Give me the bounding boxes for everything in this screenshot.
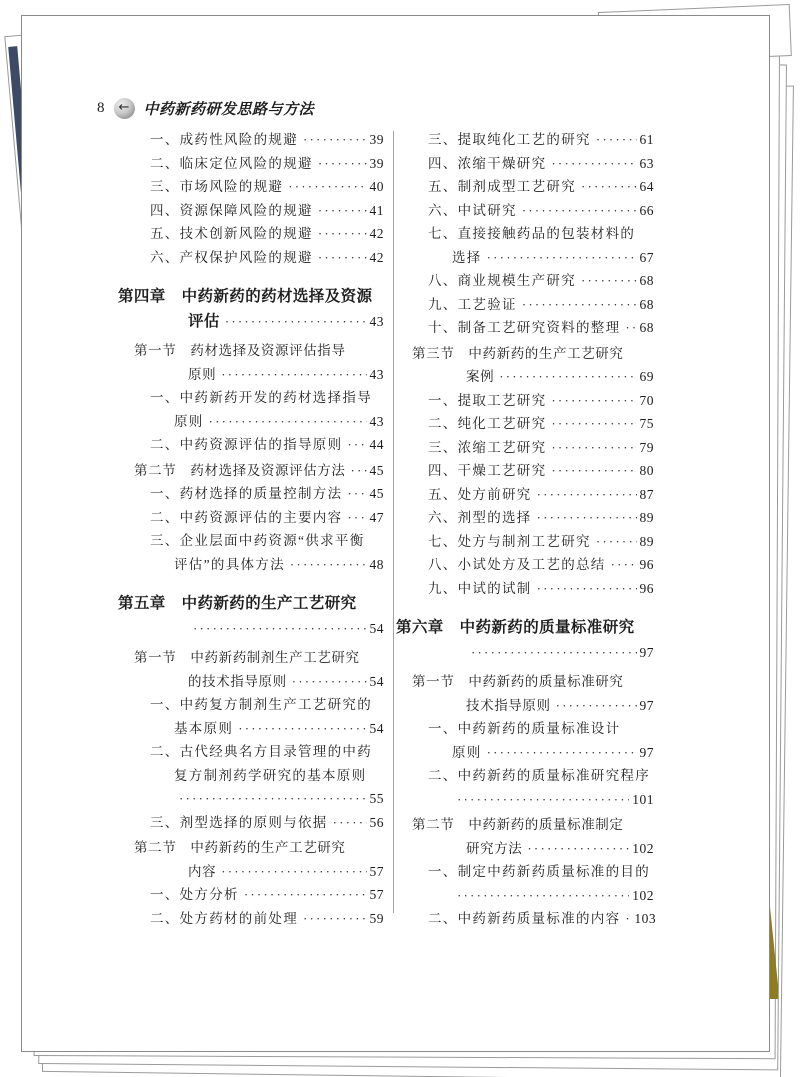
toc-entry-item [118, 175, 384, 199]
page-ref: 67 [639, 249, 654, 265]
toc-text: 三、市场风险的规避 [150, 179, 284, 194]
toc-line [118, 670, 384, 694]
dot-leader-icon [625, 316, 636, 340]
toc-text: 第一节 中药新药的质量标准研究 [412, 674, 624, 689]
dot-leader-icon [625, 907, 631, 931]
page-ref: 43 [369, 314, 384, 329]
toc-text: 的技术指导原则 [188, 673, 287, 689]
toc-text: 二、中药新药质量标准的内容 [428, 911, 621, 926]
toc-entry-item [118, 693, 384, 740]
toc-line [118, 591, 384, 616]
toc-text: 第二节 中药新药的质量标准制定 [412, 817, 624, 832]
toc-text: 原则 [174, 413, 204, 429]
dot-leader-icon [457, 788, 629, 812]
toc-text: 一、处方分析 [150, 887, 239, 902]
toc-text: 二、临床定位风险的规避 [150, 155, 313, 171]
page-header [97, 98, 314, 119]
arrow-glyph: ← [118, 100, 130, 115]
toc-text: 技术指导原则 [466, 697, 551, 713]
toc-line [118, 433, 384, 457]
toc-text: 第一节 药材选择及资源评估指导 [134, 343, 346, 358]
toc-entry-item [396, 506, 654, 530]
page-ref: 70 [639, 392, 654, 408]
toc-text: 二、中药资源评估的主要内容 [150, 509, 343, 525]
toc-text: 十、制备工艺研究资料的整理 [428, 320, 621, 335]
page-number: 8 [97, 100, 105, 116]
toc-line [118, 175, 384, 199]
page-ref: 64 [639, 179, 654, 194]
toc-line [396, 199, 654, 223]
toc-text: 内容 [188, 863, 217, 879]
toc-text: 一、中药复方制剂生产工艺研究的 [150, 697, 372, 712]
page-ref: 63 [639, 155, 654, 171]
toc-entry-item [396, 436, 654, 460]
toc-line [118, 459, 384, 483]
page-ref: 75 [639, 416, 654, 431]
toc-text: 六、中试研究 [428, 202, 517, 218]
toc-entry-item [396, 907, 657, 931]
toc-line [396, 741, 654, 765]
toc-text: 二、纯化工艺研究 [428, 416, 547, 431]
toc-line [396, 907, 657, 931]
toc-entry-item [396, 459, 654, 483]
dot-leader-icon [221, 860, 366, 884]
toc-line [118, 152, 384, 176]
toc-entry-item [118, 433, 384, 457]
toc-line [396, 640, 654, 665]
page-ref: 47 [369, 509, 384, 525]
dot-leader-icon [537, 483, 637, 507]
toc-line [396, 788, 654, 812]
page-ref: 55 [369, 791, 384, 806]
toc-text: 第四章 中药新药的药材选择及资源 [118, 288, 373, 305]
dot-leader-icon [471, 640, 637, 665]
dot-leader-icon [303, 907, 367, 931]
dot-leader-icon [596, 530, 637, 554]
toc-text: 研究方法 [466, 840, 523, 856]
toc-text: 七、处方与制剂工艺研究 [428, 533, 591, 549]
toc-entry-item [396, 128, 654, 152]
page-ref: 102 [632, 887, 654, 903]
dot-leader-icon [292, 670, 367, 694]
toc-line [118, 717, 384, 741]
toc-entry-item [118, 246, 384, 270]
toc-entry-item [118, 811, 384, 835]
toc-text: 一、中药新药开发的药材选择指导 [150, 390, 372, 405]
toc-line [396, 530, 654, 554]
toc-left-column [118, 128, 384, 930]
page-ref: 96 [639, 557, 654, 572]
toc-line [396, 717, 654, 741]
toc-entry-item [396, 175, 654, 199]
toc-entry-chapter [396, 615, 654, 665]
page-ref: 68 [639, 320, 654, 335]
toc-entry-section [396, 813, 654, 860]
toc-text: 评估”的具体方法 [174, 556, 285, 572]
toc-line [118, 363, 384, 387]
toc-text: 六、产权保护风险的规避 [150, 249, 313, 265]
dot-leader-icon [527, 837, 629, 861]
toc-text: 五、处方前研究 [428, 486, 532, 502]
toc-text: 第二节 药材选择及资源评估方法 [134, 462, 346, 478]
page-ref: 89 [639, 533, 654, 549]
page-ref: 96 [639, 580, 654, 596]
page-ref: 43 [369, 413, 384, 429]
toc-line [118, 199, 384, 223]
dot-leader-icon [333, 811, 367, 835]
dot-leader-icon [290, 553, 367, 577]
toc-text: 复方制剂药学研究的基本原则 [174, 767, 367, 783]
dot-leader-icon [244, 883, 367, 907]
dot-leader-icon [288, 175, 366, 199]
page-ref: 79 [639, 439, 654, 455]
toc-entry-item [118, 907, 384, 931]
page-ref: 97 [639, 645, 654, 660]
toc-entry-item [396, 316, 654, 340]
page-ref: 44 [369, 437, 384, 452]
toc-line [396, 342, 654, 366]
page-ref: 39 [369, 132, 384, 147]
book-title: 中药新药研发思路与方法 [143, 102, 315, 118]
toc-line [396, 483, 654, 507]
toc-line [118, 764, 384, 788]
toc-line [118, 616, 384, 641]
page-ref: 68 [639, 296, 654, 312]
toc-entry-item [118, 199, 384, 223]
toc-text: 八、小试处方及工艺的总结 [428, 557, 606, 572]
toc-line [118, 410, 384, 434]
toc-text: 原则 [188, 366, 217, 382]
page-ref: 45 [369, 486, 384, 501]
dot-leader-icon [581, 269, 637, 293]
page-ref: 89 [639, 510, 654, 525]
dot-leader-icon [179, 787, 367, 811]
dot-leader-icon [221, 363, 366, 387]
page-ref: 101 [632, 791, 654, 807]
toc-text: 案例 [466, 369, 495, 384]
toc-text: 评估 [188, 313, 220, 330]
toc-text: 三、提取纯化工艺的研究 [428, 132, 591, 147]
toc-text: 九、工艺验证 [428, 296, 517, 312]
toc-text: 八、商业规模生产研究 [428, 273, 576, 288]
toc-line [396, 860, 654, 884]
toc-entry-item [118, 152, 384, 176]
toc-entry-chapter [118, 284, 384, 334]
page-ref: 42 [369, 249, 384, 265]
toc-line [118, 883, 384, 907]
toc-text: 五、制剂成型工艺研究 [428, 179, 576, 194]
dot-leader-icon [537, 506, 637, 530]
toc-text: 一、成药性风险的规避 [150, 132, 298, 147]
toc-line [396, 813, 654, 837]
page-ref: 97 [639, 744, 654, 760]
toc-entry-item [396, 577, 654, 601]
page-ref: 54 [369, 621, 384, 636]
toc-text: 五、技术创新风险的规避 [150, 226, 313, 241]
toc-line [118, 339, 384, 363]
toc-text: 二、处方药材的前处理 [150, 910, 298, 926]
toc-entry-item [118, 506, 384, 530]
toc-text: 三、剂型选择的原则与依据 [150, 814, 328, 830]
toc-text: 三、浓缩工艺研究 [428, 439, 547, 455]
toc-entry-item [396, 553, 654, 577]
dot-leader-icon [499, 365, 636, 389]
page-ref: 103 [634, 911, 657, 926]
toc-line [396, 412, 654, 436]
toc-entry-section [118, 646, 384, 693]
toc-line [396, 506, 654, 530]
toc-entry-chapter [118, 591, 384, 641]
toc-line [396, 837, 654, 861]
toc-text: 第二节 中药新药的生产工艺研究 [134, 840, 346, 855]
dot-leader-icon [225, 309, 367, 334]
toc-line [396, 553, 654, 577]
dot-leader-icon [318, 222, 367, 246]
toc-line [118, 529, 384, 553]
dot-leader-icon [238, 717, 366, 741]
dot-leader-icon [611, 553, 637, 577]
dot-leader-icon [351, 459, 367, 483]
page-ref: 80 [639, 463, 654, 478]
toc-entry-item [396, 199, 654, 223]
toc-entry-item [396, 717, 654, 764]
toc-line [396, 389, 654, 413]
toc-entry-item [118, 222, 384, 246]
toc-text: 二、中药新药的质量标准研究程序 [428, 768, 650, 783]
toc-entry-section [118, 339, 384, 386]
toc-line [396, 577, 654, 601]
dot-leader-icon [556, 694, 637, 718]
toc-text: 四、资源保障风险的规避 [150, 202, 313, 218]
toc-entry-item [118, 883, 384, 907]
dot-leader-icon [347, 482, 366, 506]
toc-text: 二、古代经典名方目录管理的中药 [150, 744, 372, 759]
toc-entry-item [396, 269, 654, 293]
toc-line [118, 860, 384, 884]
toc-line [396, 884, 654, 908]
toc-entry-section [118, 836, 384, 883]
dot-leader-icon [487, 246, 637, 270]
toc-entry-section [118, 459, 384, 483]
toc-line [396, 764, 654, 788]
toc-text: 四、浓缩干燥研究 [428, 155, 547, 171]
dot-leader-icon [318, 246, 367, 270]
toc-text: 一、提取工艺研究 [428, 392, 547, 408]
toc-text: 第六章 中药新药的质量标准研究 [396, 619, 635, 636]
page-ref: 56 [369, 814, 384, 830]
toc-text: 九、中试的试制 [428, 580, 532, 596]
dot-leader-icon [457, 884, 629, 908]
toc-line [118, 740, 384, 764]
toc-entry-item [396, 860, 654, 907]
toc-line [118, 309, 384, 334]
toc-text: 第五章 中药新药的生产工艺研究 [118, 595, 357, 612]
toc-line [396, 365, 654, 389]
page-ref: 54 [369, 720, 384, 736]
page-ref: 42 [369, 226, 384, 241]
toc-line [118, 811, 384, 835]
page-ref: 48 [369, 556, 384, 572]
dot-leader-icon [318, 199, 367, 223]
toc-text: 第三节 中药新药的生产工艺研究 [412, 345, 624, 361]
page-ref: 87 [639, 486, 654, 502]
page-ref: 69 [639, 369, 654, 384]
toc-line [118, 553, 384, 577]
page-ref: 68 [639, 273, 654, 288]
toc-entry-section [396, 342, 654, 389]
toc-line [396, 459, 654, 483]
toc-text: 基本原则 [174, 720, 234, 736]
toc-entry-item [396, 293, 654, 317]
toc-line [396, 128, 654, 152]
toc-text: 选择 [452, 249, 482, 265]
toc-text: 一、中药新药的质量标准设计 [428, 721, 621, 736]
back-arrow-icon [114, 98, 135, 119]
dot-leader-icon [551, 459, 636, 483]
toc-line [118, 482, 384, 506]
column-divider [393, 131, 394, 913]
page-ref: 39 [369, 155, 384, 171]
dot-leader-icon [318, 152, 367, 176]
dot-leader-icon [537, 577, 637, 601]
toc-entry-item [396, 152, 654, 176]
toc-line [118, 836, 384, 860]
toc-line [396, 269, 654, 293]
dot-leader-icon [347, 433, 366, 457]
toc-entry-item [396, 412, 654, 436]
toc-entry-item [118, 482, 384, 506]
page-ref: 61 [639, 132, 654, 147]
dot-leader-icon [551, 152, 636, 176]
toc-right-column [396, 128, 657, 931]
toc-entry-item [396, 222, 654, 269]
toc-line [396, 615, 654, 640]
toc-text: 七、直接接触药品的包装材料的 [428, 226, 636, 241]
toc-entry-item [118, 529, 384, 576]
page-ref: 57 [369, 887, 384, 902]
toc-entry-item [396, 530, 654, 554]
page-ref: 43 [369, 366, 384, 382]
toc-entry-section [396, 670, 654, 717]
toc-line [396, 293, 654, 317]
dot-leader-icon [522, 293, 637, 317]
toc-text: 三、企业层面中药资源“供求平衡 [150, 533, 365, 548]
toc-entry-item [396, 389, 654, 413]
dot-leader-icon [596, 128, 637, 152]
toc-entry-item [118, 740, 384, 811]
toc-line [118, 693, 384, 717]
page-ref: 59 [369, 910, 384, 926]
toc-line [118, 907, 384, 931]
toc-line [118, 284, 384, 309]
page-ref: 97 [639, 697, 654, 713]
toc-text: 一、药材选择的质量控制方法 [150, 486, 343, 501]
page-ref: 102 [632, 840, 654, 856]
page-ref: 41 [369, 202, 384, 218]
dot-leader-icon [581, 175, 637, 199]
dot-leader-icon [522, 199, 637, 223]
dot-leader-icon [347, 506, 366, 530]
toc-line [396, 670, 654, 694]
dot-leader-icon [551, 412, 636, 436]
toc-entry-item [118, 128, 384, 152]
dot-leader-icon [551, 436, 636, 460]
page-ref: 66 [639, 202, 654, 218]
dot-leader-icon [193, 616, 367, 641]
toc-line [118, 386, 384, 410]
toc-line [396, 152, 654, 176]
toc-page [21, 15, 770, 1052]
toc-text: 第一节 中药新药制剂生产工艺研究 [134, 650, 360, 665]
toc-line [118, 506, 384, 530]
toc-entry-item [118, 386, 384, 433]
toc-line [396, 246, 654, 270]
toc-line [396, 436, 654, 460]
toc-entry-item [396, 764, 654, 811]
page-ref: 40 [369, 179, 384, 194]
toc-line [118, 646, 384, 670]
page-ref: 57 [369, 863, 384, 879]
toc-text: 一、制定中药新药质量标准的目的 [428, 864, 650, 879]
toc-entry-item [396, 483, 654, 507]
dot-leader-icon [551, 389, 636, 413]
toc-line [118, 246, 384, 270]
toc-text: 原则 [452, 744, 482, 760]
toc-text: 四、干燥工艺研究 [428, 463, 547, 478]
page-ref: 45 [369, 462, 384, 478]
toc-line [118, 787, 384, 811]
dot-leader-icon [209, 410, 367, 434]
toc-line [118, 128, 384, 152]
toc-line [396, 694, 654, 718]
toc-text: 六、剂型的选择 [428, 510, 532, 525]
dot-leader-icon [303, 128, 367, 152]
toc-line [118, 222, 384, 246]
dot-leader-icon [487, 741, 637, 765]
toc-line [396, 222, 654, 246]
toc-line [396, 316, 654, 340]
toc-text: 二、中药资源评估的指导原则 [150, 437, 343, 452]
page-ref: 54 [369, 673, 384, 689]
toc-line [396, 175, 654, 199]
